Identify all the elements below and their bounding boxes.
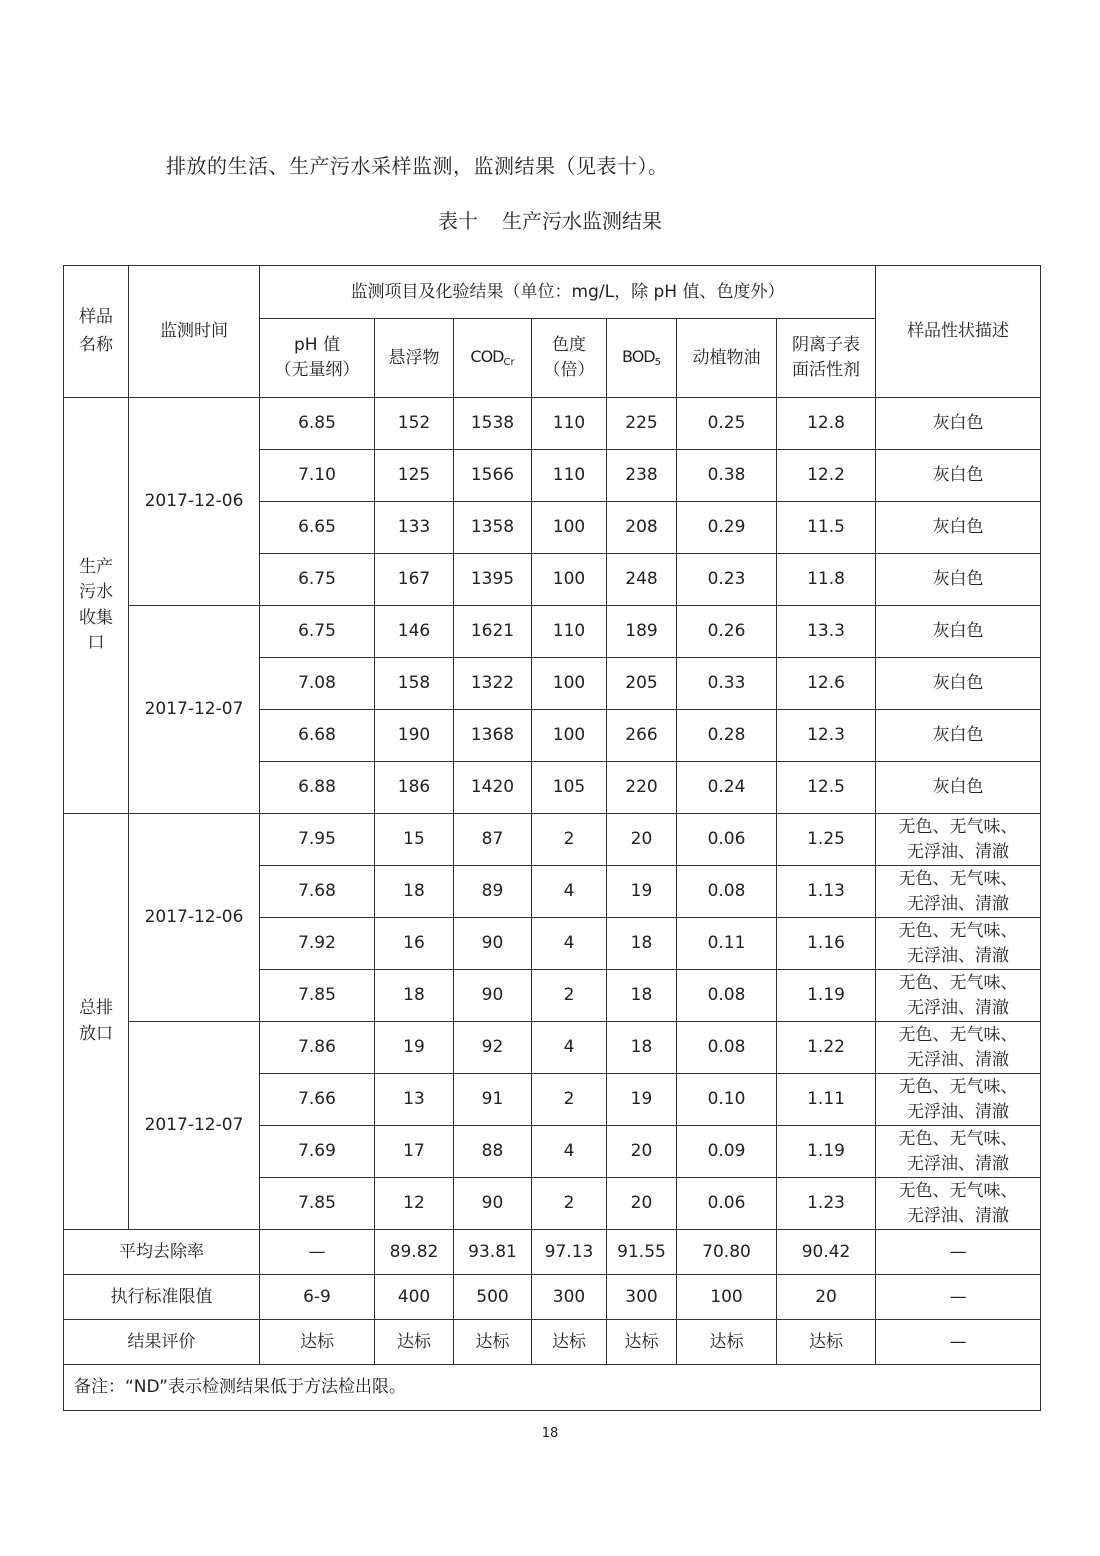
cell-surf: 1.19: [777, 1126, 876, 1178]
cell-description: [876, 970, 1041, 1022]
cell-color: 100: [532, 502, 607, 554]
cell-cod: 92: [454, 1022, 532, 1074]
cell-description: 灰白色: [876, 502, 1041, 554]
cell-bod: 266: [607, 710, 677, 762]
table-caption: [0, 205, 1100, 234]
cell-bod: 18: [607, 970, 677, 1022]
summary-surf: 20: [777, 1275, 876, 1320]
cell-oil: 0.10: [677, 1074, 777, 1126]
site-name: 生产污水收集口: [78, 556, 113, 653]
summary-color: 97.13: [532, 1230, 607, 1275]
results-table: [63, 265, 1041, 1411]
header-color: 色度 （倍）: [532, 319, 607, 398]
summary-bod: 91.55: [607, 1230, 677, 1275]
summary-oil: 70.80: [677, 1230, 777, 1275]
cell-oil: 0.38: [677, 450, 777, 502]
summary-surf: 达标: [777, 1320, 876, 1365]
cell-color: 110: [532, 606, 607, 658]
cell-oil: 0.33: [677, 658, 777, 710]
page-number: 18: [541, 1426, 559, 1441]
cell-color: 110: [532, 398, 607, 450]
cell-cod: 1358: [454, 502, 532, 554]
cell-color: 4: [532, 866, 607, 918]
header-group: 监测项目及化验结果（单位：mg/L，除 pH 值、色度外）: [260, 266, 876, 319]
date-cell: 2017-12-06: [129, 814, 260, 1022]
summary-bod: 300: [607, 1275, 677, 1320]
summary-label: 结果评价: [64, 1320, 260, 1365]
summary-cod: 达标: [454, 1320, 532, 1365]
summary-bod: 达标: [607, 1320, 677, 1365]
header-sample-name: 样品名称: [64, 266, 129, 398]
cell-bod: 205: [607, 658, 677, 710]
cell-color: 100: [532, 710, 607, 762]
cell-oil: 0.26: [677, 606, 777, 658]
site-name-cell: [64, 814, 129, 1230]
cell-oil: 0.08: [677, 970, 777, 1022]
cell-oil: 0.11: [677, 918, 777, 970]
cell-ss: 190: [375, 710, 454, 762]
cell-ss: 152: [375, 398, 454, 450]
cell-surf: 1.19: [777, 970, 876, 1022]
cell-surf: 1.16: [777, 918, 876, 970]
cell-ss: 125: [375, 450, 454, 502]
cell-bod: 18: [607, 1022, 677, 1074]
cell-oil: 0.09: [677, 1126, 777, 1178]
cell-ph: 7.95: [260, 814, 375, 866]
description-text: 无色、无气味、无浮油、清澈: [898, 868, 1018, 914]
cell-ph: 7.68: [260, 866, 375, 918]
note-row: [64, 1365, 1041, 1411]
cell-color: 2: [532, 814, 607, 866]
cell-ss: 16: [375, 918, 454, 970]
cell-oil: 0.23: [677, 554, 777, 606]
cell-surf: 13.3: [777, 606, 876, 658]
summary-cod: 93.81: [454, 1230, 532, 1275]
date-cell: 2017-12-07: [129, 606, 260, 814]
summary-color: 达标: [532, 1320, 607, 1365]
summary-cod: 500: [454, 1275, 532, 1320]
table-row: [64, 398, 1041, 450]
cell-description: [876, 814, 1041, 866]
cell-surf: 12.5: [777, 762, 876, 814]
table-row: [64, 606, 1041, 658]
cell-cod: 90: [454, 970, 532, 1022]
cell-cod: 1322: [454, 658, 532, 710]
cell-description: [876, 1022, 1041, 1074]
cell-oil: 0.08: [677, 1022, 777, 1074]
header-surfactant: 阴离子表 面活性剂: [777, 319, 876, 398]
cell-ss: 158: [375, 658, 454, 710]
cell-surf: 1.23: [777, 1178, 876, 1230]
cell-description: 灰白色: [876, 450, 1041, 502]
cell-ss: 17: [375, 1126, 454, 1178]
header-bod: $BOD_5$: [607, 319, 677, 398]
site-name-cell: [64, 398, 129, 814]
cell-surf: 1.11: [777, 1074, 876, 1126]
cell-ss: 15: [375, 814, 454, 866]
cell-ss: 18: [375, 970, 454, 1022]
table-row: [64, 814, 1041, 866]
header-oil: 动植物油: [677, 319, 777, 398]
header-description: 样品性状描述: [876, 266, 1041, 398]
cell-cod: 90: [454, 918, 532, 970]
description-text: 无色、无气味、无浮油、清澈: [898, 1076, 1018, 1122]
description-text: 无色、无气味、无浮油、清澈: [898, 972, 1018, 1018]
cell-cod: 1395: [454, 554, 532, 606]
cell-cod: 1621: [454, 606, 532, 658]
summary-label: 执行标准限值: [64, 1275, 260, 1320]
cell-ph: 7.85: [260, 1178, 375, 1230]
description-text: 无色、无气味、无浮油、清澈: [898, 1024, 1018, 1070]
summary-ph: 6-9: [260, 1275, 375, 1320]
summary-row: [64, 1275, 1041, 1320]
summary-ph: 达标: [260, 1320, 375, 1365]
cell-ph: 7.85: [260, 970, 375, 1022]
cell-cod: 1566: [454, 450, 532, 502]
cell-ph: 7.10: [260, 450, 375, 502]
cell-ss: 186: [375, 762, 454, 814]
cell-ph: 7.86: [260, 1022, 375, 1074]
summary-description: —: [876, 1230, 1041, 1275]
summary-description: —: [876, 1320, 1041, 1365]
date-cell: 2017-12-06: [129, 398, 260, 606]
cell-ph: 6.75: [260, 606, 375, 658]
cell-oil: 0.06: [677, 814, 777, 866]
cell-color: 4: [532, 918, 607, 970]
cell-description: [876, 1126, 1041, 1178]
cell-oil: 0.24: [677, 762, 777, 814]
cell-surf: 1.13: [777, 866, 876, 918]
cell-bod: 19: [607, 1074, 677, 1126]
header-time: 监测时间: [129, 266, 260, 398]
cell-ph: 6.68: [260, 710, 375, 762]
summary-color: 300: [532, 1275, 607, 1320]
cell-color: 100: [532, 554, 607, 606]
description-text: 无色、无气味、无浮油、清澈: [898, 816, 1018, 862]
table-header: [64, 266, 1041, 398]
cell-oil: 0.28: [677, 710, 777, 762]
cell-ph: 6.88: [260, 762, 375, 814]
cell-description: [876, 1178, 1041, 1230]
cell-ss: 167: [375, 554, 454, 606]
cell-ss: 146: [375, 606, 454, 658]
summary-oil: 达标: [677, 1320, 777, 1365]
cell-color: 2: [532, 1178, 607, 1230]
table-row: [64, 1022, 1041, 1074]
cell-ph: 7.08: [260, 658, 375, 710]
cell-bod: 19: [607, 866, 677, 918]
cell-ph: 6.85: [260, 398, 375, 450]
cell-surf: 12.8: [777, 398, 876, 450]
cell-cod: 91: [454, 1074, 532, 1126]
cell-surf: 11.8: [777, 554, 876, 606]
header-cod: $COD_{Cr}$: [454, 319, 532, 398]
cell-cod: 1538: [454, 398, 532, 450]
cell-ph: 7.66: [260, 1074, 375, 1126]
summary-row: [64, 1320, 1041, 1365]
cell-oil: 0.25: [677, 398, 777, 450]
summary-ph: —: [260, 1230, 375, 1275]
cell-bod: 225: [607, 398, 677, 450]
cell-cod: 88: [454, 1126, 532, 1178]
cell-ss: 19: [375, 1022, 454, 1074]
site-name: 总排放口: [78, 998, 113, 1044]
summary-ss: 89.82: [375, 1230, 454, 1275]
cell-color: 2: [532, 970, 607, 1022]
cell-surf: 12.2: [777, 450, 876, 502]
cell-color: 4: [532, 1022, 607, 1074]
cell-oil: 0.08: [677, 866, 777, 918]
table-caption-title: 生产污水监测结果: [502, 209, 662, 233]
table-body: [64, 398, 1041, 1411]
cell-description: 灰白色: [876, 606, 1041, 658]
cell-bod: 20: [607, 1178, 677, 1230]
summary-ss: 400: [375, 1275, 454, 1320]
summary-oil: 100: [677, 1275, 777, 1320]
cell-color: 2: [532, 1074, 607, 1126]
cell-description: 灰白色: [876, 554, 1041, 606]
cell-cod: 1420: [454, 762, 532, 814]
cell-description: [876, 1074, 1041, 1126]
description-text: 无色、无气味、无浮油、清澈: [898, 1180, 1018, 1226]
cell-description: 灰白色: [876, 762, 1041, 814]
description-text: 无色、无气味、无浮油、清澈: [898, 920, 1018, 966]
cell-ph: 6.65: [260, 502, 375, 554]
note-text: 备注：“ND”表示检测结果低于方法检出限。: [64, 1365, 1041, 1411]
cell-ph: 6.75: [260, 554, 375, 606]
cell-color: 100: [532, 658, 607, 710]
cell-ph: 7.92: [260, 918, 375, 970]
header-ph: pH 值 （无量纲）: [260, 319, 375, 398]
cell-ss: 12: [375, 1178, 454, 1230]
cell-bod: 208: [607, 502, 677, 554]
header-ss: 悬浮物: [375, 319, 454, 398]
table-caption-number: 表十: [438, 209, 478, 233]
cell-surf: 12.3: [777, 710, 876, 762]
cell-cod: 87: [454, 814, 532, 866]
cell-description: 灰白色: [876, 398, 1041, 450]
description-text: 无色、无气味、无浮油、清澈: [898, 1128, 1018, 1174]
cell-bod: 238: [607, 450, 677, 502]
cell-oil: 0.29: [677, 502, 777, 554]
cell-color: 110: [532, 450, 607, 502]
cell-color: 4: [532, 1126, 607, 1178]
cell-description: 灰白色: [876, 658, 1041, 710]
cell-surf: 1.22: [777, 1022, 876, 1074]
cell-description: [876, 918, 1041, 970]
summary-description: —: [876, 1275, 1041, 1320]
cell-surf: 12.6: [777, 658, 876, 710]
cell-bod: 220: [607, 762, 677, 814]
date-cell: 2017-12-07: [129, 1022, 260, 1230]
cell-ss: 18: [375, 866, 454, 918]
cell-cod: 1368: [454, 710, 532, 762]
cell-color: 105: [532, 762, 607, 814]
summary-label: 平均去除率: [64, 1230, 260, 1275]
cell-description: [876, 866, 1041, 918]
intro-paragraph: 排放的生活、生产污水采样监测，监测结果（见表十）。: [166, 154, 669, 178]
summary-ss: 达标: [375, 1320, 454, 1365]
cell-description: 灰白色: [876, 710, 1041, 762]
summary-surf: 90.42: [777, 1230, 876, 1275]
cell-ph: 7.69: [260, 1126, 375, 1178]
cell-bod: 18: [607, 918, 677, 970]
cell-ss: 133: [375, 502, 454, 554]
cell-bod: 248: [607, 554, 677, 606]
cell-ss: 13: [375, 1074, 454, 1126]
cell-bod: 20: [607, 1126, 677, 1178]
summary-row: [64, 1230, 1041, 1275]
cell-bod: 20: [607, 814, 677, 866]
cell-surf: 11.5: [777, 502, 876, 554]
cell-bod: 189: [607, 606, 677, 658]
cell-surf: 1.25: [777, 814, 876, 866]
cell-cod: 89: [454, 866, 532, 918]
cell-oil: 0.06: [677, 1178, 777, 1230]
cell-cod: 90: [454, 1178, 532, 1230]
